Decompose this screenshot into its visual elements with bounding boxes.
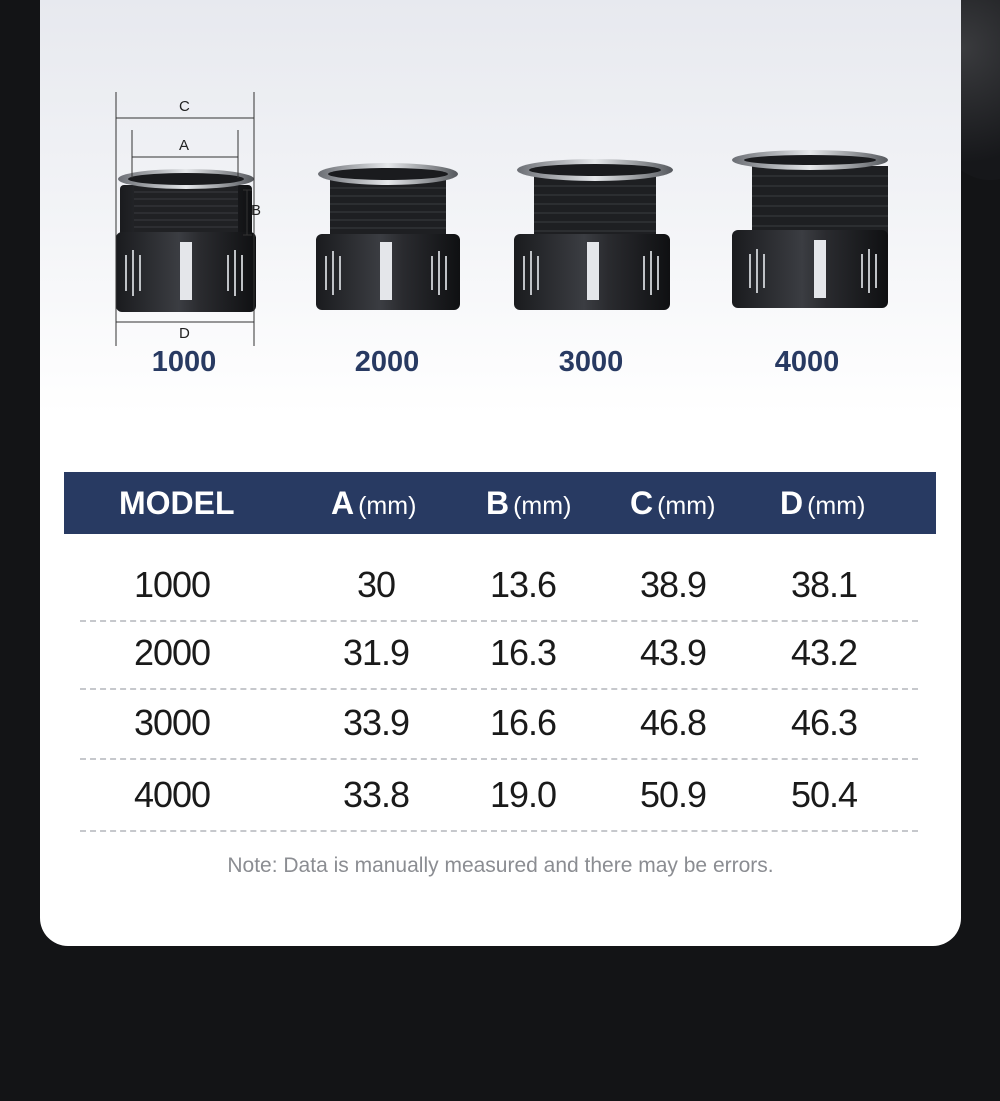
cell-b: 13.6 [489, 564, 557, 605]
spec-card [40, 0, 961, 946]
table-row [80, 760, 918, 832]
cell-model: 4000 [133, 774, 211, 815]
table-row [80, 550, 918, 622]
dim-label-d: D [179, 325, 190, 342]
cell-c: 38.9 [639, 564, 707, 605]
cell-d: 46.3 [790, 702, 858, 743]
header-d: D (mm) [780, 485, 866, 521]
cell-model: 3000 [133, 702, 211, 743]
cell-a: 33.8 [342, 774, 410, 815]
spool-4000 [732, 150, 888, 308]
cell-model: 2000 [133, 632, 211, 673]
spool-3000 [514, 159, 673, 310]
dim-label-a: A [179, 137, 190, 154]
cell-model: 1000 [133, 564, 211, 605]
dim-label-b: B [251, 202, 262, 219]
cell-b: 19.0 [489, 774, 557, 815]
cell-a: 33.9 [342, 702, 410, 743]
model-label-2000: 2000 [354, 346, 420, 378]
cell-a: 31.9 [342, 632, 410, 673]
model-label-4000: 4000 [774, 346, 840, 378]
header-a: A (mm) [331, 485, 417, 521]
cell-b: 16.3 [489, 632, 557, 673]
model-label-1000: 1000 [151, 346, 217, 378]
dim-label-c: C [179, 98, 190, 115]
measurement-note: Note: Data is manually measured and there may be errors. [227, 854, 774, 877]
table-row [80, 688, 918, 760]
cell-d: 50.4 [790, 774, 858, 815]
header-c: C (mm) [630, 485, 716, 521]
spool-1000 [116, 169, 256, 312]
cell-c: 46.8 [639, 702, 707, 743]
cell-b: 16.6 [489, 702, 557, 743]
cell-d: 43.2 [790, 632, 858, 673]
cell-a: 30 [356, 564, 396, 605]
spool-2000 [316, 163, 460, 310]
header-b: B (mm) [486, 485, 572, 521]
cell-c: 43.9 [639, 632, 707, 673]
table-header [64, 472, 936, 534]
cell-c: 50.9 [639, 774, 707, 815]
cell-d: 38.1 [790, 564, 858, 605]
table-row [80, 618, 918, 690]
model-label-3000: 3000 [558, 346, 624, 378]
header-model: MODEL [119, 485, 235, 521]
